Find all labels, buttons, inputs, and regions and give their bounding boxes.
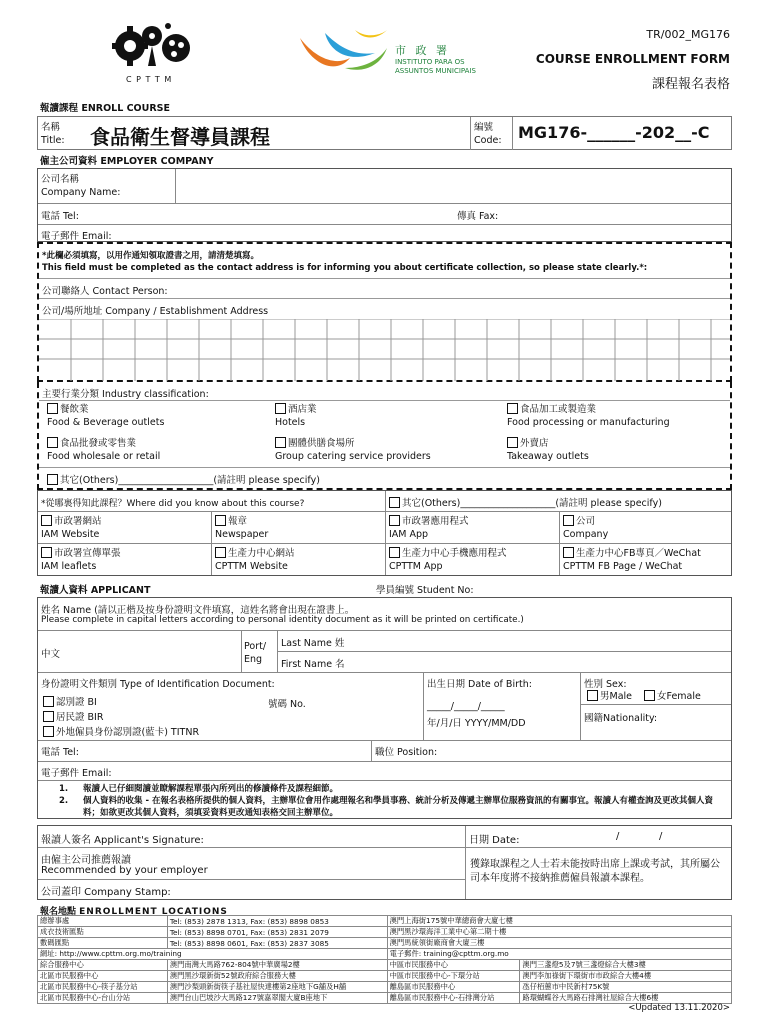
applicant-heading-en: APPLICANT (90, 585, 151, 596)
checkbox-icon[interactable] (644, 690, 655, 701)
applicant-tel-field[interactable]: 電話 Tel: (41, 747, 79, 758)
company-tel-field[interactable]: 電話 Tel: (41, 211, 79, 222)
iam-name-pt1: INSTITUTO PARA OS (395, 58, 465, 66)
signature-field[interactable]: 報讀人簽名 Applicant's Signature: (41, 835, 204, 846)
checkbox-icon[interactable] (389, 547, 400, 558)
address-grid-lines (39, 319, 730, 381)
location-row (38, 916, 732, 927)
checkbox-icon[interactable] (563, 515, 574, 526)
name-note-en: Please complete in capital letters according to personal identity document as it will be printed on certificate.) (41, 615, 524, 625)
declaration-1: 1. 報讀人已仔細閱讀並瞭解課程單張內所列出的修讀條件及課程細節。 (59, 784, 339, 794)
location-name: 北區市民服務中心 (38, 971, 168, 982)
location-name: 離島區市民服務中心-石排灣分站 (387, 993, 520, 1004)
course-title: 食品衛生督導員課程 (90, 125, 270, 149)
source-iam-leaflets[interactable] (41, 547, 121, 573)
source-company-zh: 公司 (576, 516, 596, 527)
sex-male-option[interactable] (587, 688, 632, 702)
location-address: 澳門李加祿街下環街市市政綜合大樓4樓 (520, 971, 732, 982)
code-label-zh: 編號 (474, 122, 494, 133)
id-titnr-option[interactable] (43, 724, 199, 738)
industry-hotel-zh: 酒店業 (288, 404, 317, 415)
title-label (41, 121, 65, 147)
location-address: 氹仔栢蕙市中民新村75K號 (520, 982, 732, 993)
applicant-heading (40, 582, 150, 596)
declaration-2-text: 個人資料的收集 - 在報名表格所提供的個人資料，主辦單位會用作處理報名和學員事務、統計分析及傳遞主辦單位服務資訊的有關事宜。報讀人有權查詢及更改其個人資料；如欲更改其個人資料，須填妥資料更改通知表格交回主辦單位。 (83, 796, 713, 818)
industry-option-processing[interactable] (507, 403, 670, 429)
location-name: 數碼匯點 (38, 938, 168, 949)
iam-logo (295, 28, 495, 84)
last-name-field[interactable]: Last Name 姓 (281, 638, 345, 649)
checkbox-icon[interactable] (587, 690, 598, 701)
industry-takeaway-zh: 外賣店 (520, 438, 549, 449)
location-row (38, 938, 732, 949)
id-titnr-text: 外地僱員身份認別證(藍卡) TITNR (56, 727, 200, 738)
address-grid[interactable] (39, 319, 730, 381)
dob-field[interactable]: _____/_____/_____ (427, 701, 505, 712)
position-field[interactable]: 職位 Position: (375, 747, 438, 758)
sex-female-option[interactable] (644, 688, 701, 702)
chinese-name-label: 中文 (41, 649, 61, 660)
enroll-heading-zh: 報讀課程 (40, 103, 79, 114)
sex-label: 性別 Sex: (584, 679, 627, 690)
employer-heading-en: EMPLOYER COMPANY (100, 156, 214, 167)
declaration-2: 2. 個人資料的收集 - 在報名表格所提供的個人資料，主辦單位會用作處理報名和學員事務、統計分析及傳遞主辦單位服務資訊的有關事宜。報讀人有權查詢及更改其個人資料；如欲更改其個人資料，須填妥資料更改通知表格交回主辦單位。 (63, 795, 728, 819)
enroll-heading (40, 100, 170, 114)
location-name: 中區市民服務中心 (387, 960, 520, 971)
source-others-text: 其它(Others)____________________(請註明 please specify) (402, 498, 662, 509)
id-bir-text: 居民證 BIR (56, 712, 104, 723)
source-newspaper-en: Newspaper (215, 529, 269, 540)
doc-code: TR/002_MG176 (646, 28, 730, 41)
location-row (38, 982, 732, 993)
port-label: Port/ (244, 641, 267, 652)
applicant-box (37, 597, 732, 819)
form-title-zh: 課程報名表格 (651, 77, 730, 92)
id-bir-option[interactable] (43, 709, 103, 723)
enroll-heading-en: ENROLL COURSE (81, 103, 170, 114)
course-code[interactable]: MG176-______-202__-C (518, 123, 710, 142)
checkbox-icon[interactable] (507, 403, 518, 414)
source-cpttm-fb-en: CPTTM FB Page / WeChat (563, 561, 683, 572)
eng-label: Eng (244, 654, 263, 665)
location-address: 澳門台山巴坡沙大馬路127號嘉翠閣大廈B座地下 (167, 993, 387, 1004)
dob-format: 年/月/日 YYYY/MM/DD (427, 718, 526, 729)
source-iam-leaflets-en: IAM leaflets (41, 561, 97, 572)
iam-name-pt2: ASSUNTOS MUNICIPAIS (395, 67, 476, 75)
id-no-field[interactable]: 號碼 No. (268, 699, 306, 710)
location-name: 成衣技術匯點 (38, 927, 168, 938)
date-field[interactable]: 日期 Date: (469, 835, 520, 846)
location-address: 澳門三盞燈5及7號三盞燈綜合大樓3樓 (520, 960, 732, 971)
locations-heading-en: ENROLLMENT LOCATIONS (79, 907, 228, 917)
source-iam-website-en: IAM Website (41, 529, 100, 540)
location-contact: Tel: (853) 2878 1313, Fax: (853) 8898 0853 (167, 916, 387, 927)
checkbox-icon[interactable] (43, 726, 54, 737)
location-row (38, 971, 732, 982)
industry-catering-zh: 團體供膳食場所 (288, 438, 355, 449)
recommend-notice: 獲錄取課程之人士若未能按時出席上課或考試，其所屬公司本年度將不接納推薦僱員報讀本課程。 (470, 859, 720, 884)
code-label (474, 121, 502, 147)
industry-option-fnb[interactable] (47, 403, 164, 429)
checkbox-icon[interactable] (275, 403, 286, 414)
location-address: 路環蝴蝶谷大馬路石排灣社屋綜合大樓6樓 (520, 993, 732, 1004)
website-link[interactable]: 網址: http://www.cpttm.org.mo/training (38, 949, 388, 960)
source-cpttm-website-en: CPTTM Website (215, 561, 288, 572)
source-option-others[interactable] (389, 495, 662, 509)
source-box (37, 490, 732, 576)
industry-option-wholesale[interactable] (47, 437, 160, 463)
location-contact: Tel: (853) 8898 0601, Fax: (853) 2837 3085 (167, 938, 387, 949)
source-iam-app-zh: 市政署應用程式 (402, 516, 469, 527)
checkbox-icon[interactable] (563, 547, 574, 558)
applicant-email-field[interactable]: 電子郵件 Email: (41, 768, 112, 779)
checkbox-icon[interactable] (507, 437, 518, 448)
industry-catering-en: Group catering service providers (275, 451, 431, 462)
nationality-field[interactable]: 國籍Nationality: (584, 713, 658, 724)
source-cpttm-app[interactable] (389, 547, 507, 573)
date-slash-1: / (616, 831, 620, 842)
source-company[interactable] (563, 515, 608, 541)
location-name: 北區市民服務中心-台山分站 (38, 993, 168, 1004)
checkbox-icon[interactable] (47, 474, 58, 485)
declaration-1-text: 報讀人已仔細閱讀並瞭解課程單張內所列出的修讀條件及課程細節。 (83, 784, 339, 794)
checkbox-icon[interactable] (43, 696, 54, 707)
sex-male-text: 男Male (600, 691, 633, 702)
signature-box (37, 825, 732, 900)
industry-fnb-zh: 餐飲業 (60, 404, 89, 415)
location-address: 澳門黑沙環新街52號政府綜合服務大樓 (167, 971, 387, 982)
company-name-zh: 公司名稱 (41, 174, 80, 185)
student-no-field[interactable]: 學員編號 Student No: (376, 585, 474, 596)
employer-heading (40, 153, 213, 167)
location-row (38, 993, 732, 1004)
recommend-en: Recommended by your employer (41, 865, 208, 876)
location-address: 澳門南灣大馬路762-804號中華廣場2樓 (167, 960, 387, 971)
contact-note-zh: *此欄必須填寫，以用作通知領取證書之用，請清楚填寫。 (42, 251, 259, 261)
location-row (38, 949, 732, 960)
course-box (37, 116, 732, 150)
sex-female-text: 女Female (657, 691, 701, 702)
first-name-field[interactable]: First Name 名 (281, 659, 345, 670)
industry-takeaway-en: Takeaway outlets (507, 451, 589, 462)
company-email-field[interactable]: 電子郵件 Email: (41, 231, 112, 242)
id-type-label: 身份證明文件類別 Type of Identification Document: (41, 679, 275, 690)
source-cpttm-fb[interactable] (563, 547, 701, 573)
updated-note: <Updated 13.11.2020> (628, 1003, 730, 1013)
id-bi-text: 認別證 BI (56, 697, 97, 708)
company-name-en: Company Name: (41, 187, 121, 198)
checkbox-icon[interactable] (41, 515, 52, 526)
address-field[interactable]: 公司/場所地址 Company / Establishment Address (42, 306, 269, 317)
checkbox-icon[interactable] (47, 403, 58, 414)
source-cpttm-fb-zh: 生產力中心FB專頁／WeChat (576, 548, 701, 559)
employer-heading-zh: 僱主公司資料 (40, 156, 98, 167)
location-address: 澳門上海街175號中華總商會大廈七樓 (387, 916, 731, 927)
contact-box (37, 242, 732, 382)
industry-box (37, 382, 732, 490)
title-label-zh: 名稱 (41, 122, 61, 133)
employer-box (37, 168, 732, 242)
industry-option-others[interactable] (47, 472, 320, 486)
source-cpttm-website[interactable] (215, 547, 295, 573)
location-name: 離島區市民服務中心 (387, 982, 520, 993)
cpttm-logo (112, 18, 192, 88)
source-cpttm-app-zh: 生產力中心手機應用程式 (402, 548, 507, 559)
location-address: 澳門沙梨頭新街筷子基社屋快達樓第2座地下G舖及H舖 (167, 982, 387, 993)
checkbox-icon[interactable] (41, 547, 52, 558)
industry-processing-en: Food processing or manufacturing (507, 417, 670, 428)
industry-option-catering[interactable] (275, 437, 431, 463)
source-iam-website[interactable] (41, 515, 102, 541)
checkbox-icon[interactable] (275, 437, 286, 448)
industry-hotel-en: Hotels (275, 417, 306, 428)
source-cpttm-website-zh: 生產力中心網站 (228, 548, 295, 559)
applicant-heading-zh: 報讀人資料 (40, 585, 88, 596)
location-address: 澳門馬統領街廠商會大廈三樓 (387, 938, 731, 949)
source-company-en: Company (563, 529, 609, 540)
source-newspaper[interactable] (215, 515, 268, 541)
source-question: *從哪裏得知此課程？Where did you know about this course? (41, 499, 305, 509)
checkbox-icon[interactable] (47, 437, 58, 448)
id-bi-option[interactable] (43, 694, 97, 708)
industry-others-text: 其它(Others)____________________(請註明 please specify) (60, 475, 320, 486)
source-newspaper-zh: 報章 (228, 516, 248, 527)
contact-person-field[interactable]: 公司聯絡人 Contact Person: (42, 286, 168, 297)
location-row (38, 960, 732, 971)
dob-label: 出生日期 Date of Birth: (427, 679, 532, 690)
gear-logo-icon (112, 18, 192, 70)
industry-option-takeaway[interactable] (507, 437, 589, 463)
date-slash-2: / (659, 831, 663, 842)
contact-note-en: This field must be completed as the contact address is for informing you about certificate collection, so please state clearly.*: (42, 263, 648, 273)
location-address: 澳門黑沙環海洋工業中心第二期十樓 (387, 927, 731, 938)
source-iam-app[interactable] (389, 515, 469, 541)
name-note-zh: 姓名 Name (請以正楷及按身份證明文件填寫，這姓名將會出現在證書上。 (41, 605, 355, 616)
industry-wholesale-en: Food wholesale or retail (47, 451, 161, 462)
iam-leaf-logo-icon (295, 28, 390, 78)
industry-processing-zh: 食品加工或製造業 (520, 404, 597, 415)
locations-table (37, 915, 732, 1004)
industry-fnb-en: Food & Beverage outlets (47, 417, 165, 428)
checkbox-icon[interactable] (389, 515, 400, 526)
company-stamp-field[interactable]: 公司蓋印 Company Stamp: (41, 887, 171, 898)
location-row (38, 927, 732, 938)
locations-heading-zh: 報名地點 (40, 907, 77, 917)
company-fax-field[interactable]: 傳真 Fax: (457, 211, 499, 222)
location-contact: Tel: (853) 8898 0701, Fax: (853) 2831 2079 (167, 927, 387, 938)
location-name: 北區市民服務中心-筷子基分站 (38, 982, 168, 993)
source-iam-leaflets-zh: 市政署宣傳單張 (54, 548, 121, 559)
checkbox-icon[interactable] (215, 547, 226, 558)
cpttm-logo-text: C P T T M (126, 75, 173, 84)
location-name: 綜合服務中心 (38, 960, 168, 971)
location-name: 總辦事處 (38, 916, 168, 927)
checkbox-icon[interactable] (43, 711, 54, 722)
industry-wholesale-zh: 食品批發或零售業 (60, 438, 137, 449)
recommend-zh: 由僱主公司推薦報讀 (41, 855, 131, 866)
source-iam-website-zh: 市政署網站 (54, 516, 102, 527)
form-title-en: COURSE ENROLLMENT FORM (535, 52, 730, 66)
code-label-en: Code: (474, 135, 502, 146)
location-name: 中區市民服務中心-下環分站 (387, 971, 520, 982)
source-cpttm-app-en: CPTTM App (389, 561, 443, 572)
source-iam-app-en: IAM App (389, 529, 429, 540)
company-name-label (41, 173, 120, 199)
port-eng-label (244, 640, 266, 666)
checkbox-icon[interactable] (389, 497, 400, 508)
email-link[interactable]: 電子郵件: training@cpttm.org.mo (387, 949, 731, 960)
title-label-en: Title: (41, 135, 65, 146)
industry-option-hotel[interactable] (275, 403, 317, 429)
industry-label: 主要行業分類 Industry classification: (42, 389, 209, 400)
iam-name-zh: 市 政 署 (395, 44, 450, 57)
checkbox-icon[interactable] (215, 515, 226, 526)
